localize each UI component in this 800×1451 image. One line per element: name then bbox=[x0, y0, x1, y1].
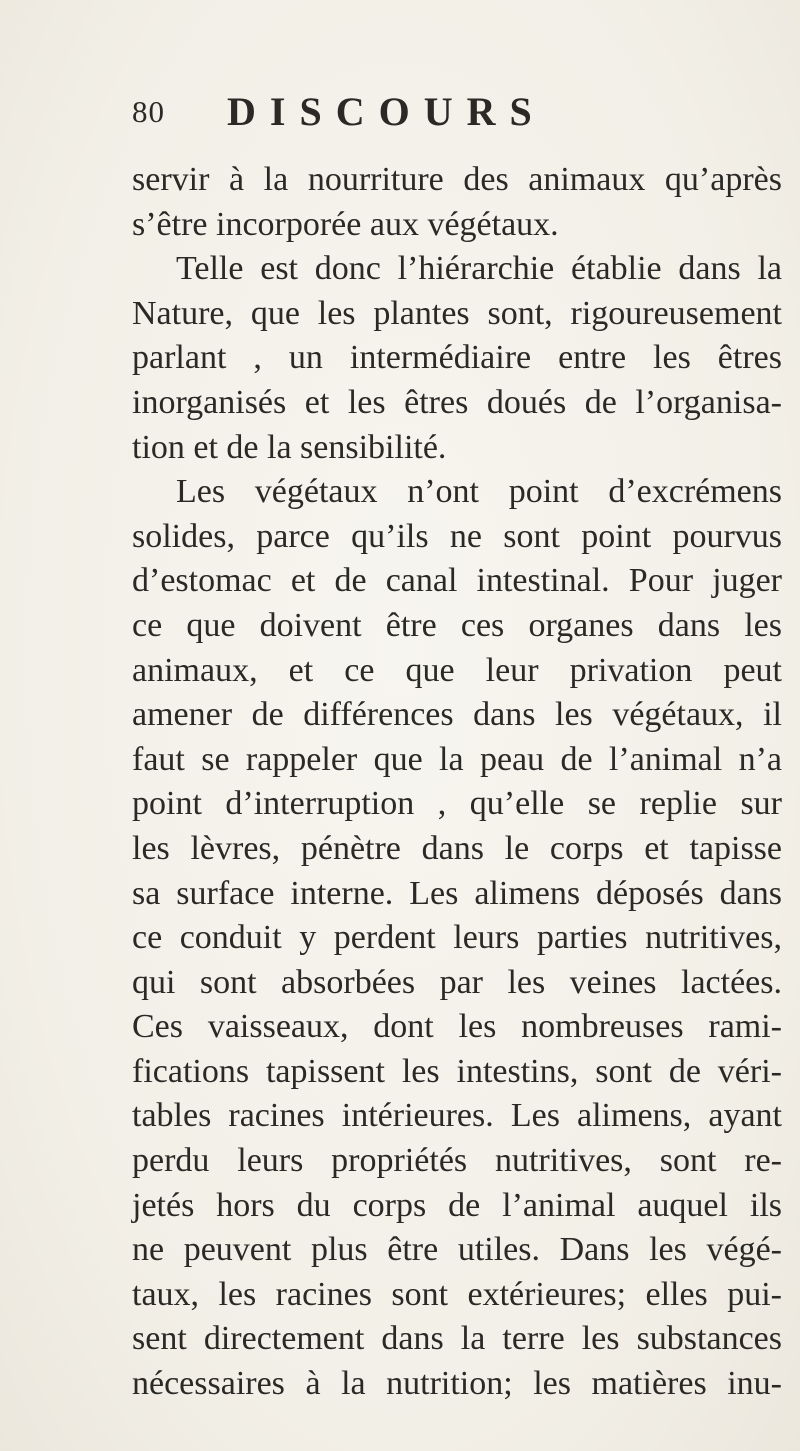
text-line: servir à la nourriture des animaux qu’après bbox=[132, 161, 782, 198]
text-line: qui sont absorbées par les veines lactées. bbox=[132, 963, 782, 1001]
text-line: d’estomac et de canal intestinal. Pour juger bbox=[132, 562, 782, 600]
text-line: parlant , un intermédiaire entre les êtres bbox=[132, 339, 782, 377]
text-line: Nature, que les plantes sont, rigoureusement bbox=[132, 294, 782, 332]
text-line: sa surface interne. Les alimens déposés dans bbox=[132, 874, 782, 912]
page-number: 80 bbox=[132, 94, 165, 129]
text-line: s’être incorporée aux végétaux. bbox=[132, 205, 559, 243]
text-line: sent directement dans la terre les substances bbox=[132, 1320, 782, 1358]
text-line: Les végétaux n’ont point d’excrémens bbox=[176, 473, 782, 511]
text-line: fications tapissent les intestins, sont de véri- bbox=[132, 1052, 782, 1090]
text-line: animaux, et ce que leur privation peut bbox=[132, 651, 782, 689]
text-line: faut se rappeler que la peau de l’animal n’a bbox=[132, 740, 782, 778]
text-line: ce conduit y perdent leurs parties nutritives, bbox=[132, 919, 782, 957]
text-line: Telle est donc l’hiérarchie établie dans la bbox=[176, 250, 782, 288]
text-line: tion et de la sensibilité. bbox=[132, 428, 447, 466]
text-line: tables racines intérieures. Les alimens, ayant bbox=[132, 1097, 782, 1135]
text-line: les lèvres, pénètre dans le corps et tapisse bbox=[132, 829, 782, 867]
text-line: perdu leurs propriétés nutritives, sont re- bbox=[132, 1142, 782, 1180]
text-line: solides, parce qu’ils ne sont point pourvus bbox=[132, 517, 782, 555]
page-header bbox=[132, 88, 772, 138]
text-line: ne peuvent plus être utiles. Dans les végé- bbox=[132, 1231, 782, 1269]
running-title: DISCOURS bbox=[227, 89, 546, 134]
text-line: Ces vaisseaux, dont les nombreuses rami- bbox=[132, 1008, 782, 1046]
text-line: point d’interruption , qu’elle se replie sur bbox=[132, 785, 782, 823]
text-line: nécessaires à la nutrition; les matières inu- bbox=[132, 1365, 782, 1403]
text-line: amener de différences dans les végétaux, il bbox=[132, 696, 782, 734]
body-text bbox=[132, 158, 782, 1407]
text-line: jetés hors du corps de l’animal auquel ils bbox=[132, 1186, 782, 1224]
text-line: ce que doivent être ces organes dans les bbox=[132, 606, 782, 644]
text-line: taux, les racines sont extérieures; elles pui- bbox=[132, 1275, 782, 1313]
text-line: inorganisés et les êtres doués de l’organisa- bbox=[132, 383, 782, 421]
